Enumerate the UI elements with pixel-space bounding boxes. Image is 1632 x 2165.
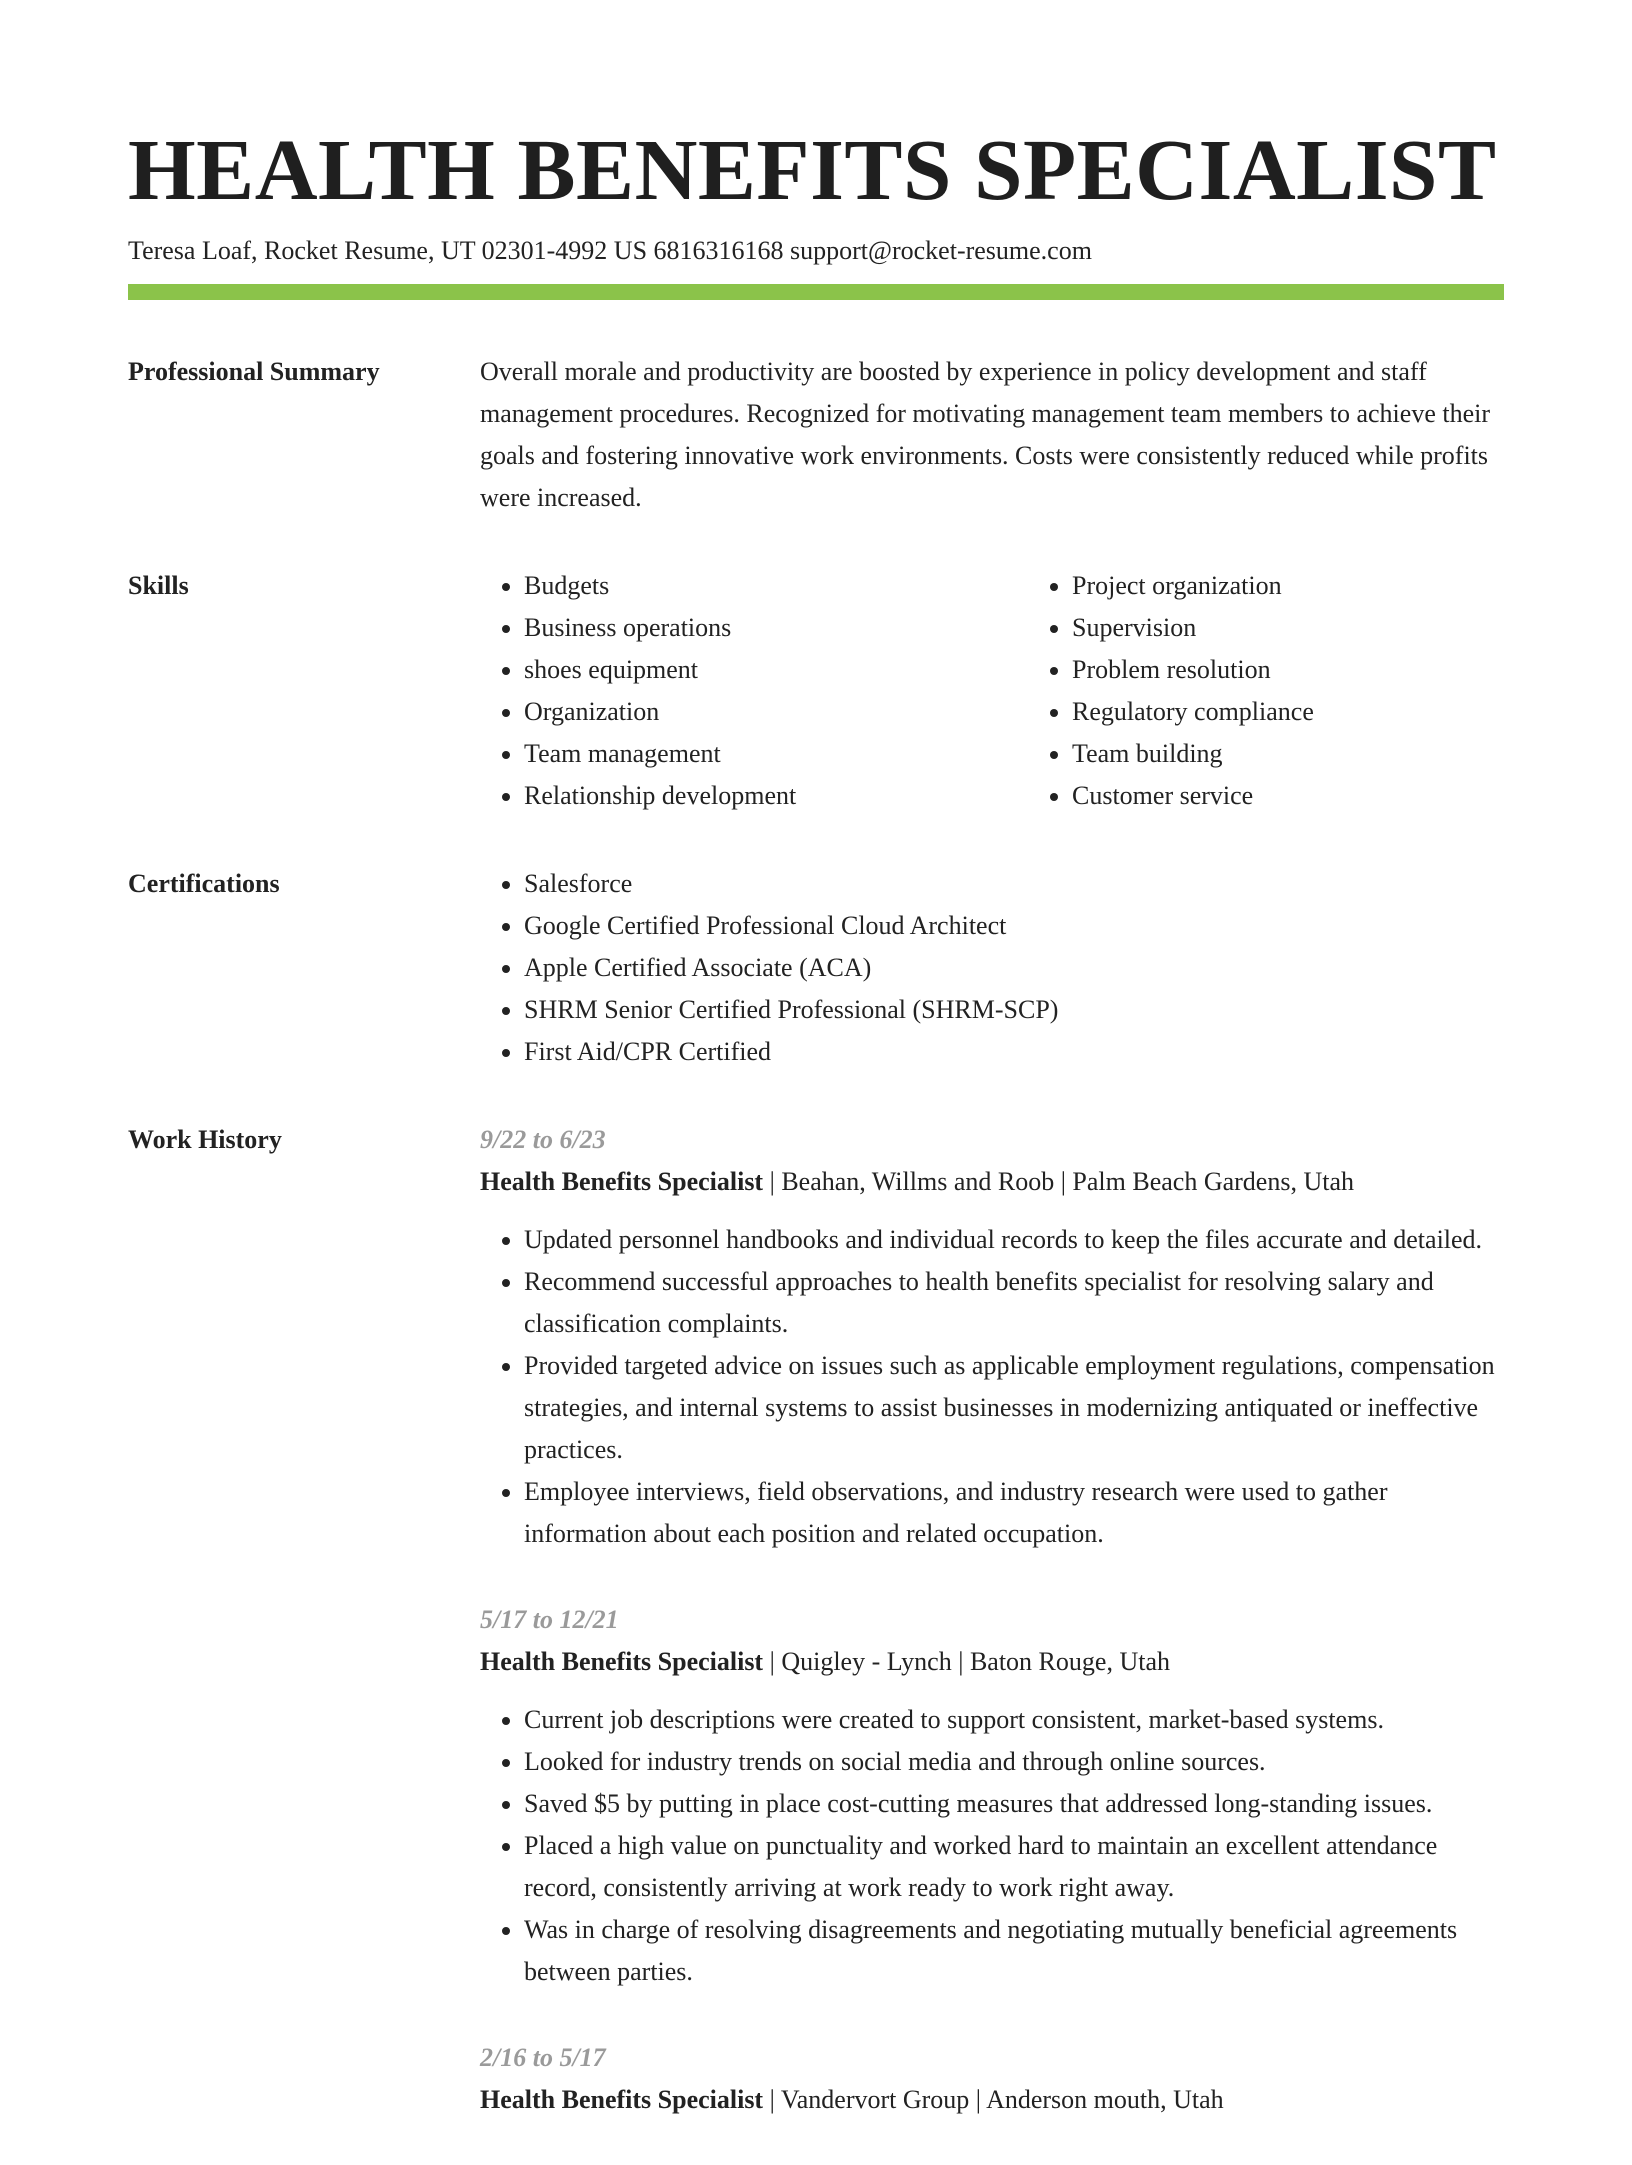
job-dates: 9/22 to 6/23	[480, 1125, 606, 1154]
accent-divider	[128, 284, 1504, 300]
summary-section	[128, 351, 1504, 519]
job-location: Anderson mouth, Utah	[986, 2085, 1224, 2114]
job-title: Health Benefits Specialist	[480, 2085, 764, 2114]
job-title: Health Benefits Specialist	[480, 1167, 764, 1196]
skill-item: • Relationship development	[524, 775, 1028, 817]
certification-item: • Google Certified Professional Cloud Architect	[524, 905, 1504, 947]
job-heading	[480, 1641, 1504, 1683]
job-location: Palm Beach Gardens, Utah	[1072, 1167, 1355, 1196]
skill-item: • Budgets	[524, 565, 1028, 607]
job-location: Baton Rouge, Utah	[969, 1647, 1170, 1676]
job-dates: 5/17 to 12/21	[480, 1605, 619, 1634]
job-separator: |	[1054, 1167, 1073, 1196]
skills-heading: Skills	[128, 571, 189, 600]
certifications-heading: Certifications	[128, 869, 280, 898]
job-company: Quigley - Lynch	[781, 1647, 952, 1676]
job-bullet: • Looked for industry trends on social media and through online sources.	[524, 1741, 1504, 1783]
certifications-content	[480, 863, 1504, 1073]
certification-item: • SHRM Senior Certified Professional (SHRM-SCP)	[524, 989, 1504, 1031]
certifications-section	[128, 863, 1504, 1073]
certification-item: • First Aid/CPR Certified	[524, 1031, 1504, 1073]
certifications-list	[480, 863, 1504, 1073]
skill-item: • Regulatory compliance	[1072, 691, 1576, 733]
skill-item: • Team building	[1072, 733, 1576, 775]
job-title: Health Benefits Specialist	[480, 1647, 764, 1676]
contact-line: Teresa Loaf, Rocket Resume, UT 02301-4992 US 6816316168 support@rocket-resume.com	[128, 236, 1092, 265]
job-bullet: • Saved $5 by putting in place cost-cutting measures that addressed long-standing issues.	[524, 1783, 1504, 1825]
job-company: Vandervort Group	[780, 2085, 970, 2114]
skill-item: • Customer service	[1072, 775, 1576, 817]
job-bullet: • Provided targeted advice on issues such as applicable employment regulations, compensation strategies, and internal systems to assist businesses in modernizing antiquated or ineffective practices.	[524, 1345, 1504, 1471]
work-history-content	[480, 1119, 1504, 2165]
job-separator: |	[763, 2085, 781, 2114]
job-heading	[480, 2079, 1504, 2121]
summary-text: Overall morale and productivity are boosted by experience in policy development and staff management procedures. Recognized for motivating management team members to achieve their goals and fostering innovative work environments. Costs were consistently reduced while profits were increased.	[480, 357, 1491, 512]
skill-item: • Business operations	[524, 607, 1028, 649]
skill-item: • Team management	[524, 733, 1028, 775]
job-entry	[480, 1119, 1504, 1555]
skills-column-1	[480, 565, 1028, 817]
job-entry	[480, 2037, 1504, 2121]
skills-list	[480, 565, 1576, 817]
job-bullet: • Updated personnel handbooks and individual records to keep the files accurate and detailed.	[524, 1219, 1504, 1261]
job-separator: |	[969, 2085, 987, 2114]
work-history-section	[128, 1119, 1504, 2165]
job-bullet: • Was in charge of resolving disagreements and negotiating mutually beneficial agreements between parties.	[524, 1909, 1504, 1993]
job-bullet: • Placed a high value on punctuality and worked hard to maintain an excellent attendance record, consistently arriving at work ready to work right away.	[524, 1825, 1504, 1909]
job-separator: |	[763, 1647, 782, 1676]
job-dates: 2/16 to 5/17	[480, 2043, 606, 2072]
job-heading	[480, 1161, 1504, 1203]
skill-item: • Project organization	[1072, 565, 1576, 607]
skills-section	[128, 565, 1504, 817]
job-bullets	[480, 1699, 1504, 1993]
job-entry	[480, 1599, 1504, 1993]
summary-heading: Professional Summary	[128, 357, 380, 386]
skill-item: • Organization	[524, 691, 1028, 733]
skill-item: • shoes equipment	[524, 649, 1028, 691]
resume-title: HEALTH BENEFITS SPECIALIST	[128, 121, 1497, 218]
job-bullet: • Employee interviews, field observations, and industry research were used to gather information about each position and related occupation.	[524, 1471, 1504, 1555]
skills-column-2	[1028, 565, 1576, 817]
skill-item: • Problem resolution	[1072, 649, 1576, 691]
certification-item: • Apple Certified Associate (ACA)	[524, 947, 1504, 989]
certification-item: • Salesforce	[524, 863, 1504, 905]
job-bullet: • Current job descriptions were created to support consistent, market-based systems.	[524, 1699, 1504, 1741]
job-separator: |	[951, 1647, 970, 1676]
job-bullet: • Recommend successful approaches to health benefits specialist for resolving salary and classification complaints.	[524, 1261, 1504, 1345]
job-separator: |	[763, 1167, 782, 1196]
job-company: Beahan, Willms and Roob	[781, 1167, 1055, 1196]
skill-item: • Supervision	[1072, 607, 1576, 649]
work-history-heading: Work History	[128, 1125, 282, 1154]
resume-page	[128, 118, 1504, 2165]
job-bullets	[480, 1219, 1504, 1555]
